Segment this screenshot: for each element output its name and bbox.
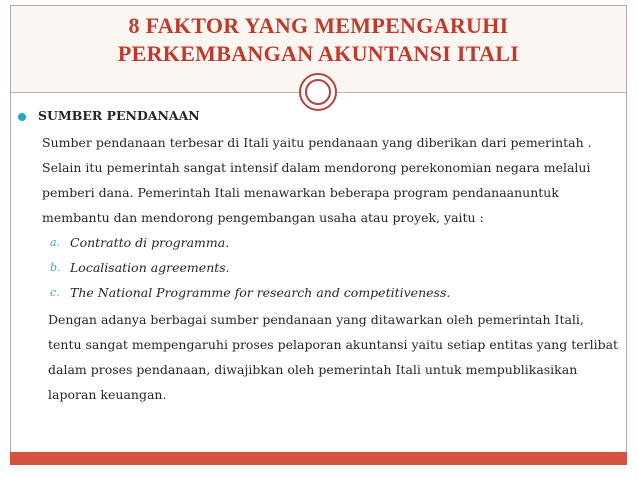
paragraph-1-line: membantu dan mendorong pengembangan usaha atau proyek, yaitu : bbox=[42, 210, 484, 225]
paragraph-2-line: tentu sangat mempengaruhi proses pelaporan akuntansi yaitu setiap entitas yang terlibat bbox=[48, 337, 619, 352]
paragraph-1 bbox=[18, 130, 618, 230]
list-item bbox=[50, 230, 618, 255]
paragraph-2-line: dalam proses pendanaan, diwajibkan oleh pemerintah Itali untuk mempublikasikan bbox=[48, 362, 578, 377]
section-heading-row bbox=[18, 108, 618, 128]
section-heading: SUMBER PENDANAAN bbox=[38, 108, 200, 123]
list-item-text: The National Programme for research and competitiveness. bbox=[70, 285, 451, 300]
paragraph-2-line: Dengan adanya berbagai sumber pendanaan yang ditawarkan oleh pemerintah Itali, bbox=[48, 312, 584, 327]
list-item bbox=[50, 280, 618, 305]
list-item-text: Localisation agreements. bbox=[70, 260, 230, 275]
paragraph-2 bbox=[18, 307, 618, 407]
slide-title-line-1: 8 FAKTOR YANG MEMPENGARUHI bbox=[128, 13, 509, 38]
list-marker: b. bbox=[50, 261, 61, 274]
slide-title-line-2: PERKEMBANGAN AKUNTANSI ITALI bbox=[117, 41, 520, 66]
bullet-dot-icon bbox=[18, 113, 26, 121]
list-marker: a. bbox=[50, 236, 61, 249]
paragraph-2-line: laporan keuangan. bbox=[48, 387, 167, 402]
paragraph-1-line: Selain itu pemerintah sangat intensif dalam mendorong perekonomian negara melalui bbox=[42, 160, 591, 175]
list-item bbox=[50, 255, 618, 280]
paragraph-1-line: pemberi dana. Pemerintah Itali menawarkan beberapa program pendanaanuntuk bbox=[42, 185, 559, 200]
bottom-accent-bar bbox=[10, 452, 627, 465]
list-marker: c. bbox=[50, 286, 60, 299]
program-list bbox=[18, 230, 618, 305]
list-item-text: Contratto di programma. bbox=[70, 235, 230, 250]
paragraph-1-line: Sumber pendanaan terbesar di Itali yaitu pendanaan yang diberikan dari pemerintah . bbox=[42, 135, 592, 150]
slide-content bbox=[18, 108, 618, 407]
